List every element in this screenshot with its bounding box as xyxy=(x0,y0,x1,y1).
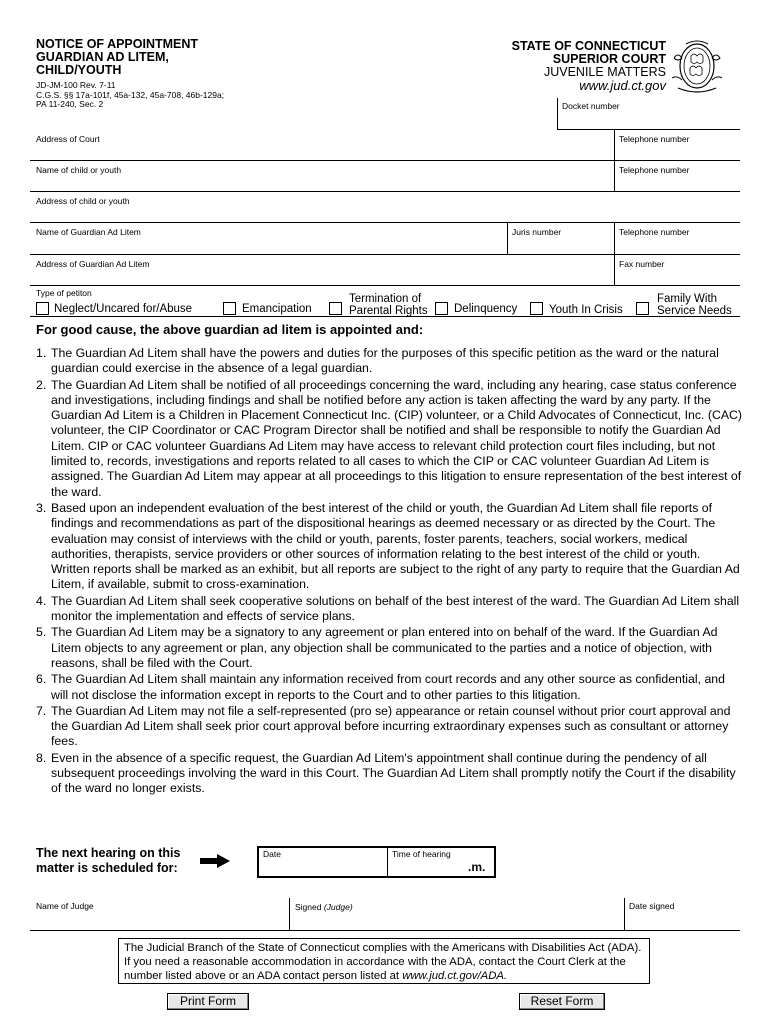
hearing-meridiem: .m. xyxy=(468,860,486,874)
court-heading xyxy=(512,40,666,92)
term-text: The Guardian Ad Litem shall seek cooperative solutions on behalf of the best interest of the ward. The Guardian Ad Litem shall monitor the implementation and effects of service plans. xyxy=(51,593,740,624)
term-item xyxy=(36,501,742,593)
child-telephone-label: Telephone number xyxy=(619,165,690,175)
form-title xyxy=(36,38,198,77)
child-address-label: Address of child or youth xyxy=(36,196,130,206)
neglect-checkbox[interactable] xyxy=(36,302,49,315)
term-text: The Guardian Ad Litem may be a signatory to any agreement or plan entered into on behalf of the ward. If the Guardian Ad Litem objects to any agreement or plan, any objection shall be communicated to the parties and a notice of objection, with reasons, shall be filed with the Court. xyxy=(51,625,718,670)
gal-name-field[interactable] xyxy=(30,223,507,254)
state-name: STATE OF CONNECTICUT xyxy=(511,39,666,53)
reset-form-button[interactable]: Reset Form xyxy=(519,993,605,1010)
term-text: The Guardian Ad Litem shall have the powers and duties for the purposes of this specific petition as the ward or the natural guardian could exercise in the absence of a legal guardian. xyxy=(51,346,719,376)
ada-notice xyxy=(118,938,650,984)
date-signed-label: Date signed xyxy=(629,901,675,911)
youth-in-crisis-option-label: Youth In Crisis xyxy=(549,304,623,316)
term-item xyxy=(36,625,742,671)
gal-name-row xyxy=(30,223,740,255)
child-address-field[interactable] xyxy=(30,192,740,222)
term-item xyxy=(36,704,742,750)
date-signed-field[interactable] xyxy=(624,898,740,930)
form-title-line2: GUARDIAN AD LITEM, xyxy=(36,50,169,64)
delinquency-checkbox[interactable] xyxy=(435,302,448,315)
term-number: 8. xyxy=(36,750,47,765)
hearing-time-label: Time of hearing xyxy=(392,849,451,859)
docket-number-label: Docket number xyxy=(562,101,620,111)
term-text: The Guardian Ad Litem shall maintain any information received from court records and any other source as confidential, and will not disclose the information except in reports to the Court and to other parties to this litigation. xyxy=(51,672,725,702)
judge-name-label: Name of Judge xyxy=(36,901,94,911)
ada-line2: If you need a reasonable accommodation in accordance with the ADA, contact the Court Clerk at the xyxy=(124,956,626,968)
good-cause-heading: For good cause, the above guardian ad litem is appointed and: xyxy=(36,322,424,337)
form-number: JD-JM-100 Rev. 7-11 xyxy=(36,80,116,90)
form-meta xyxy=(36,81,224,110)
petition-type-label: Type of petiton xyxy=(36,288,92,298)
judge-name-field[interactable] xyxy=(30,898,289,930)
hearing-time-field[interactable] xyxy=(387,848,494,876)
print-form-button[interactable]: Print Form xyxy=(167,993,249,1010)
court-address-field[interactable] xyxy=(30,130,614,160)
signed-role: (Judge) xyxy=(323,902,353,912)
gal-telephone-label: Telephone number xyxy=(619,227,690,237)
term-number: 1. xyxy=(36,346,47,360)
term-number: 2. xyxy=(36,377,47,392)
child-name-field[interactable] xyxy=(30,161,614,191)
youth-in-crisis-checkbox[interactable] xyxy=(530,302,543,315)
state-seal-icon xyxy=(672,38,722,94)
next-hearing-line1: The next hearing on this xyxy=(36,846,181,860)
child-name-label: Name of child or youth xyxy=(36,165,122,175)
statutes: C.G.S. §§ 17a-101f, 45a-132, 45a-708, 46b-129a; xyxy=(36,89,225,100)
next-hearing-label xyxy=(36,846,180,876)
gal-address-label: Address of Guardian Ad Litem xyxy=(36,259,150,269)
gal-address-row xyxy=(30,255,740,286)
term-item xyxy=(36,346,742,377)
term-item xyxy=(36,672,742,703)
term-text: Based upon an independent evaluation of the best interest of the child or youth, the Guardian Ad Litem shall file reports of findings and recommendations as part of the dispositional hearings as deemed necessary or as directed by the Court. The evaluation may consist of interviews with the child or youth, parents, foster parents, teachers, social workers, medical authorities, therapists, service providers or other sources of information relating to the best interest of the child or youth. Written reports shall be marked as an exhibit, but all reports are subject to the right of any party to require that the Guardian Ad Litem, if available, submit to cross-examination. xyxy=(51,500,740,592)
gal-fax-field[interactable] xyxy=(614,255,740,285)
term-number: 3. xyxy=(36,500,47,515)
ada-line1: The Judicial Branch of the State of Connecticut complies with the Americans with Disabilities Act (ADA). xyxy=(124,942,642,954)
form-title-line3: CHILD/YOUTH xyxy=(36,63,122,77)
division-name: JUVENILE MATTERS xyxy=(543,65,666,79)
judge-signature-row xyxy=(30,898,740,931)
delinquency-option-label: Delinquency xyxy=(454,303,518,315)
docket-number-field[interactable] xyxy=(557,98,740,130)
signed-text: Signed xyxy=(295,902,322,912)
juris-number-label: Juris number xyxy=(512,227,562,237)
family-service-option-label-1: Family With xyxy=(657,293,718,305)
term-item xyxy=(36,378,742,500)
term-text: The Guardian Ad Litem shall be notified of all proceedings concerning the ward, including any hearing, case status conference and investigations, including findings and shall be notified before any action is taken affecting the ward by any party. If the Guardian Ad Litem is a Children in Placement Connecticut Inc. (CIP) volunteer, or a Child Advocates of Connecticut, Inc. (CAC) volunteer, the CIP Coordinator or CAC Program Director shall be notified and shall be responsible to notify the Guardian Ad Litem. CIP or CAC volunteer Guardians Ad Litem may have access to relevant child protection court files including, but not limited to, records, investigations and reports related to all cases to which the CIP or CAC volunteer Guardian Ad Litem is assigned. The Guardian Ad Litem may appear at all proceedings to this litigation to ensure representation of the best interest of the ward. xyxy=(51,377,743,499)
gal-address-field[interactable] xyxy=(30,255,614,285)
website: www.jud.ct.gov xyxy=(579,78,666,93)
petition-type-section xyxy=(30,287,740,317)
arrow-right-icon xyxy=(200,854,230,868)
termination-option-label-2: Parental Rights xyxy=(349,305,428,317)
termination-checkbox[interactable] xyxy=(329,302,342,315)
term-number: 7. xyxy=(36,703,47,718)
ada-link[interactable]: www.jud.ct.gov/ADA. xyxy=(402,970,508,982)
family-service-option-label-2: Service Needs xyxy=(657,305,732,317)
public-act: PA 11-240, Sec. 2 xyxy=(36,99,104,109)
appointment-terms-list xyxy=(36,346,742,798)
court-address-label: Address of Court xyxy=(36,134,100,144)
term-text: Even in the absence of a specific request, the Guardian Ad Litem's appointment shall continue during the pendency of all subsequent proceedings involving the ward in this Court. The Guardian Ad Litem shall promptly notify the Court if the disability of the ward no longer exists. xyxy=(51,750,736,796)
ada-line3 xyxy=(124,969,644,983)
emancipation-checkbox[interactable] xyxy=(223,302,236,315)
gal-fax-label: Fax number xyxy=(619,259,665,269)
court-address-row xyxy=(30,130,740,161)
judge-signed-label xyxy=(295,902,353,912)
court-telephone-label: Telephone number xyxy=(619,134,690,144)
form-title-line1: NOTICE OF APPOINTMENT xyxy=(36,37,199,51)
term-item xyxy=(36,594,742,625)
term-number: 6. xyxy=(36,672,47,687)
child-telephone-field[interactable] xyxy=(614,161,740,191)
neglect-option-label: Neglect/Uncared for/Abuse xyxy=(54,303,193,315)
term-number: 4. xyxy=(36,593,47,608)
hearing-date-label: Date xyxy=(263,849,281,859)
term-number: 5. xyxy=(36,625,47,640)
term-item xyxy=(36,751,742,797)
gal-telephone-field[interactable] xyxy=(614,223,740,254)
court-name: SUPERIOR COURT xyxy=(552,52,666,66)
hearing-date-field[interactable] xyxy=(259,848,387,876)
next-hearing-line2: matter is scheduled for: xyxy=(36,861,178,875)
emancipation-option-label: Emancipation xyxy=(242,303,312,315)
gal-name-label: Name of Guardian Ad Litem xyxy=(36,227,141,237)
term-text: The Guardian Ad Litem may not file a self-represented (pro se) appearance or retain counsel without prior court approval and the Guardian Ad Litem shall seek prior court approval before incurring extraordinary expenses such as consultant or attorney fees. xyxy=(51,703,731,749)
family-service-checkbox[interactable] xyxy=(636,302,649,315)
judge-signed-field[interactable] xyxy=(289,898,624,930)
child-address-row xyxy=(30,192,740,223)
ada-line3-text: number listed above or an ADA contact person listed at xyxy=(124,970,403,982)
court-telephone-field[interactable] xyxy=(614,130,740,160)
child-name-row xyxy=(30,161,740,192)
juris-number-field[interactable] xyxy=(507,223,614,254)
termination-option-label-1: Termination of xyxy=(349,293,422,305)
hearing-datetime-box xyxy=(257,846,496,878)
